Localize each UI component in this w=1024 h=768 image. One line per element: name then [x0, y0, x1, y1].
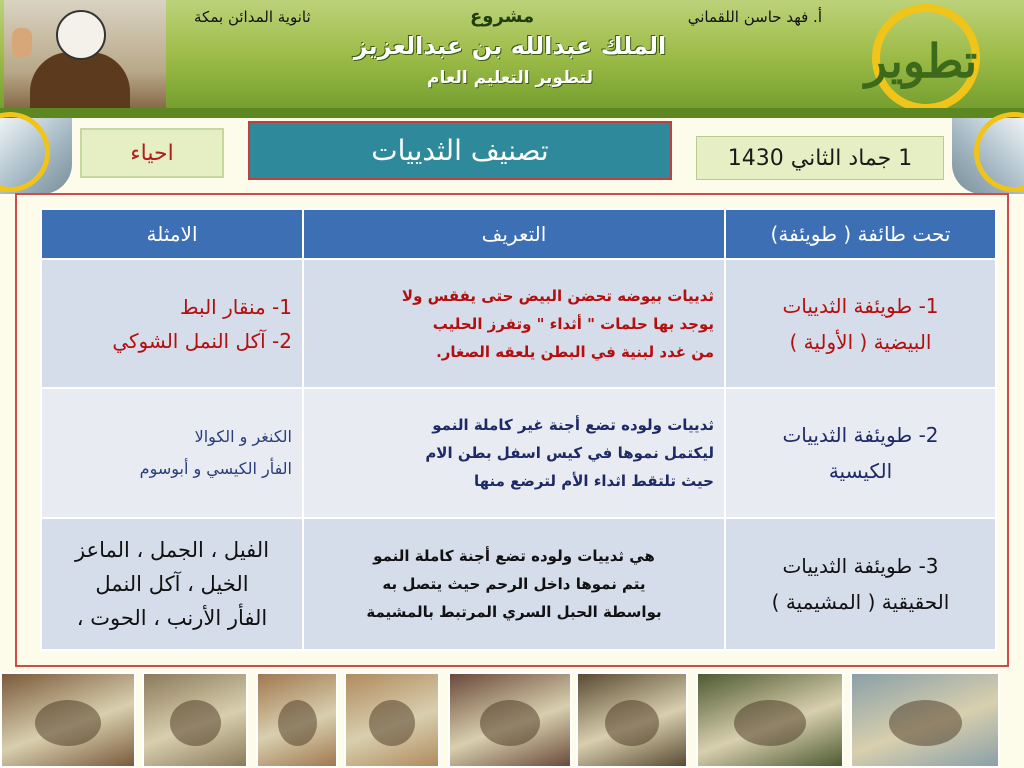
- project-subtitle: لتطوير التعليم العام: [427, 68, 593, 88]
- examples-cell: الفيل ، الجمل ، الماعز الخيل ، آكل النمل الفأر الأرنب ، الحوت ،: [41, 518, 303, 650]
- table-header-row: [41, 209, 996, 259]
- slide-title: تصنيف الثدييات: [248, 121, 672, 180]
- platypus-photo: [0, 672, 136, 768]
- manatee-photo: [850, 672, 1000, 768]
- project-word: مشروع: [470, 6, 535, 27]
- header-definition: التعريف: [303, 209, 725, 259]
- definition-cell: ثدييات ولوده تضع أجنة غير كاملة النمو ليكتمل نموها في كيس اسفل بطن الام حيث تلتقط اثداء الأم لترضع منها: [303, 388, 725, 518]
- king-portrait: [4, 0, 166, 118]
- table-row: [41, 388, 996, 518]
- subclass-cell: 3- طويئفة الثدييات الحقيقية ( المشيمية ): [725, 518, 996, 650]
- animal-photo-strip: [0, 672, 1024, 768]
- echidna-photo: [576, 672, 688, 768]
- anteater-photo: [696, 672, 844, 768]
- examples-cell: 1- منقار البط 2- آكل النمل الشوكي: [41, 259, 303, 388]
- tatweer-logo: [832, 4, 1010, 112]
- subject-label: احياء: [80, 128, 224, 178]
- definition-cell: ثدييات بيوضه تحضن البيض حتى يفقس ولا يوجد بها حلمات " أثداء " وتفرز الحليب من غدد لبنية في البطن يلعقه الصغار.: [303, 259, 725, 388]
- teacher-name: أ. فهد حاسن اللقماني: [687, 8, 822, 26]
- subclass-cell: 2- طويئفة الثدييات الكيسية: [725, 388, 996, 518]
- date-label: 1 جماد الثاني 1430: [696, 136, 944, 180]
- classification-table: [40, 208, 997, 651]
- subclass-cell: 1- طويئفة الثدييات البيضية ( الأولية ): [725, 259, 996, 388]
- corner-decoration-right: [952, 118, 1024, 194]
- table-row: [41, 518, 996, 650]
- header-examples: الامثلة: [41, 209, 303, 259]
- koala-photo: [142, 672, 248, 768]
- quokka-photo: [256, 672, 338, 768]
- kangaroo-photo: [344, 672, 440, 768]
- opossum-photo: [448, 672, 572, 768]
- header-banner: [0, 0, 1024, 118]
- waving-hand: [12, 28, 32, 58]
- logo-text: تطوير: [864, 34, 978, 88]
- table-row: [41, 259, 996, 388]
- corner-decoration-left: [0, 118, 72, 194]
- school-name: ثانوية المدائن بمكة: [194, 8, 311, 26]
- header-subclass: تحت طائفة ( طويئفة): [725, 209, 996, 259]
- examples-cell: الكنغر و الكوالا الفأر الكيسي و أبوسوم: [41, 388, 303, 518]
- banner-stripe: [0, 108, 1024, 118]
- portrait-head: [56, 10, 106, 60]
- definition-cell: هي ثدييات ولوده تضع أجنة كاملة النمو يتم نموها داخل الرحم حيث يتصل به بواسطة الحبل السري المرتبط بالمشيمة: [303, 518, 725, 650]
- king-project-name: الملك عبدالله بن عبدالعزيز: [353, 32, 667, 60]
